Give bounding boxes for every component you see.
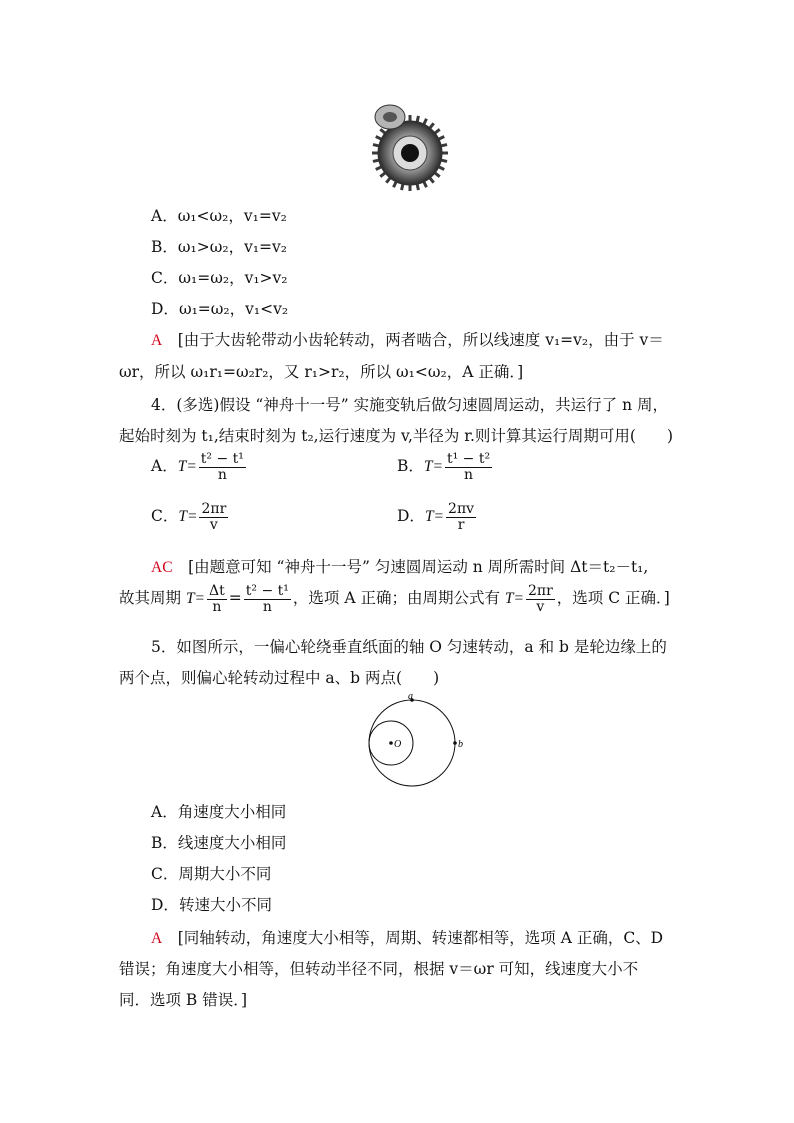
option-text: ω₁>ω₂，v₁=v₂ xyxy=(177,238,288,256)
q3-option-a xyxy=(151,204,287,226)
fraction xyxy=(244,584,291,614)
option-label: D． xyxy=(151,300,179,318)
option-text: 转速大小不同 xyxy=(178,896,272,914)
fraction xyxy=(445,452,492,482)
denominator: n xyxy=(212,598,222,615)
explanation-text: [由题意可知 “神舟十一号” 匀速圆周运动 n 周所需时间 Δt＝t₂－t₁, xyxy=(188,558,649,576)
option-label: A． xyxy=(151,207,178,225)
period-symbol: T= xyxy=(423,458,443,476)
option-label: C． xyxy=(151,269,179,287)
option-label: D． xyxy=(397,507,425,526)
numerator: t² − t¹ xyxy=(200,451,244,467)
denominator: n xyxy=(464,466,474,483)
explanation-text: ，选项 A 正确；由周期公式有 xyxy=(292,589,505,608)
point-b xyxy=(453,741,457,745)
q4-option-c xyxy=(151,502,230,532)
option-text: ω₁=ω₂，v₁>v₂ xyxy=(178,269,288,287)
denominator: v xyxy=(536,598,545,615)
fraction xyxy=(199,452,246,482)
answer-key: A xyxy=(151,332,163,349)
period-symbol: T= xyxy=(177,458,197,476)
fraction xyxy=(526,584,555,614)
q5-stem-line2: 两个点，则偏心轮转动过程中 a、b 两点( ) xyxy=(119,669,440,687)
q4-explanation-line2: 故其周期 T= $\frac{\Delta t}{n}$ = $\frac{\text{t² − t¹}}{n}$ ，选项 A 正确；由周期公式有 T= $\frac{2\pi r}{v}$ ，选项 C 正确．] xyxy=(119,583,670,615)
explanation-text: [同轴转动，角速度大小相等，周期、转速都相等，选项 A 正确，C、D xyxy=(177,929,664,947)
fraction xyxy=(446,502,476,532)
numerator: 2πr xyxy=(201,501,227,517)
q3-option-d xyxy=(151,297,288,319)
q4-stem-line2: 起始时刻为 t₁,结束时刻为 t₂,运行速度为 v,半径为 r.则计算其运行周期可用( ) xyxy=(119,427,674,445)
q3-option-b xyxy=(151,235,287,257)
period-symbol: T= xyxy=(185,590,206,608)
explanation-text: 故其周期 xyxy=(119,589,186,608)
denominator: n xyxy=(217,466,227,483)
option-label: A． xyxy=(151,457,178,476)
denominator: v xyxy=(209,516,218,533)
label-a: a xyxy=(408,693,413,702)
option-text: 角速度大小相同 xyxy=(177,803,287,821)
q5-explanation-line1 xyxy=(151,926,663,948)
explanation-text: [由于大齿轮带动小齿轮转动，两者啮合，所以线速度 v₁=v₂，由于 v＝ xyxy=(177,331,664,349)
option-label: D． xyxy=(151,896,179,914)
option-label: C． xyxy=(151,865,179,883)
outer-circle xyxy=(369,700,455,786)
denominator: r xyxy=(457,516,465,533)
option-text: 周期大小不同 xyxy=(178,865,272,883)
q5-explanation-line2: 错误；角速度大小相等，但转动半径不同，根据 v＝ωr 可知，线速度大小不 xyxy=(119,960,639,978)
label-o: O xyxy=(394,739,402,750)
bevel-gear-image xyxy=(360,95,450,195)
q5-option-d xyxy=(151,893,272,915)
option-label: B． xyxy=(151,834,178,852)
explanation-text: ，选项 C 正确．] xyxy=(556,589,670,608)
option-label: C． xyxy=(151,507,179,526)
period-symbol: T= xyxy=(424,508,445,526)
numerator: t¹ − t² xyxy=(446,451,491,467)
numerator: 2πr xyxy=(527,583,553,599)
option-text: ω₁<ω₂，v₁=v₂ xyxy=(177,207,287,225)
label-b: b xyxy=(458,739,463,750)
numerator: t² − t¹ xyxy=(245,583,289,599)
period-symbol: T= xyxy=(504,590,524,608)
option-text: 线速度大小相同 xyxy=(177,834,287,852)
option-text: ω₁=ω₂，v₁<v₂ xyxy=(178,300,289,318)
option-label: A． xyxy=(151,803,178,821)
q5-option-c xyxy=(151,862,271,884)
axis-point-o xyxy=(389,741,393,745)
fraction xyxy=(199,502,228,532)
option-label: B． xyxy=(397,457,424,476)
answer-key: A xyxy=(151,930,163,947)
q4-option-a xyxy=(151,452,248,482)
q5-option-b xyxy=(151,831,286,853)
q4-option-b xyxy=(397,452,494,482)
q5-explanation-line3: 同．选项 B 错误．] xyxy=(119,991,248,1009)
q5-stem-line1: 5．如图所示，一偏心轮绕垂直纸面的轴 O 匀速转动，a 和 b 是轮边缘上的 xyxy=(151,638,667,656)
q3-explanation-line2: ωr，所以 ω₁r₁=ω₂r₂，又 r₁>r₂，所以 ω₁<ω₂，A 正确．] xyxy=(119,363,524,381)
eccentric-wheel-diagram xyxy=(355,693,470,793)
q4-explanation-line1 xyxy=(151,555,648,577)
q4-option-d xyxy=(397,502,478,532)
numerator: Δt xyxy=(209,583,225,599)
option-label: B． xyxy=(151,238,178,256)
fraction xyxy=(207,584,227,614)
numerator: 2πv xyxy=(448,501,475,517)
q3-explanation-line1 xyxy=(151,328,664,350)
denominator: n xyxy=(262,598,272,615)
answer-key: AC xyxy=(151,559,173,576)
q4-stem-line1: 4．(多选)假设 “神舟十一号” 实施变轨后做匀速圆周运动，共运行了 n 周， xyxy=(151,396,668,414)
q3-option-c xyxy=(151,266,288,288)
q5-option-a xyxy=(151,800,286,822)
period-symbol: T= xyxy=(178,508,198,526)
